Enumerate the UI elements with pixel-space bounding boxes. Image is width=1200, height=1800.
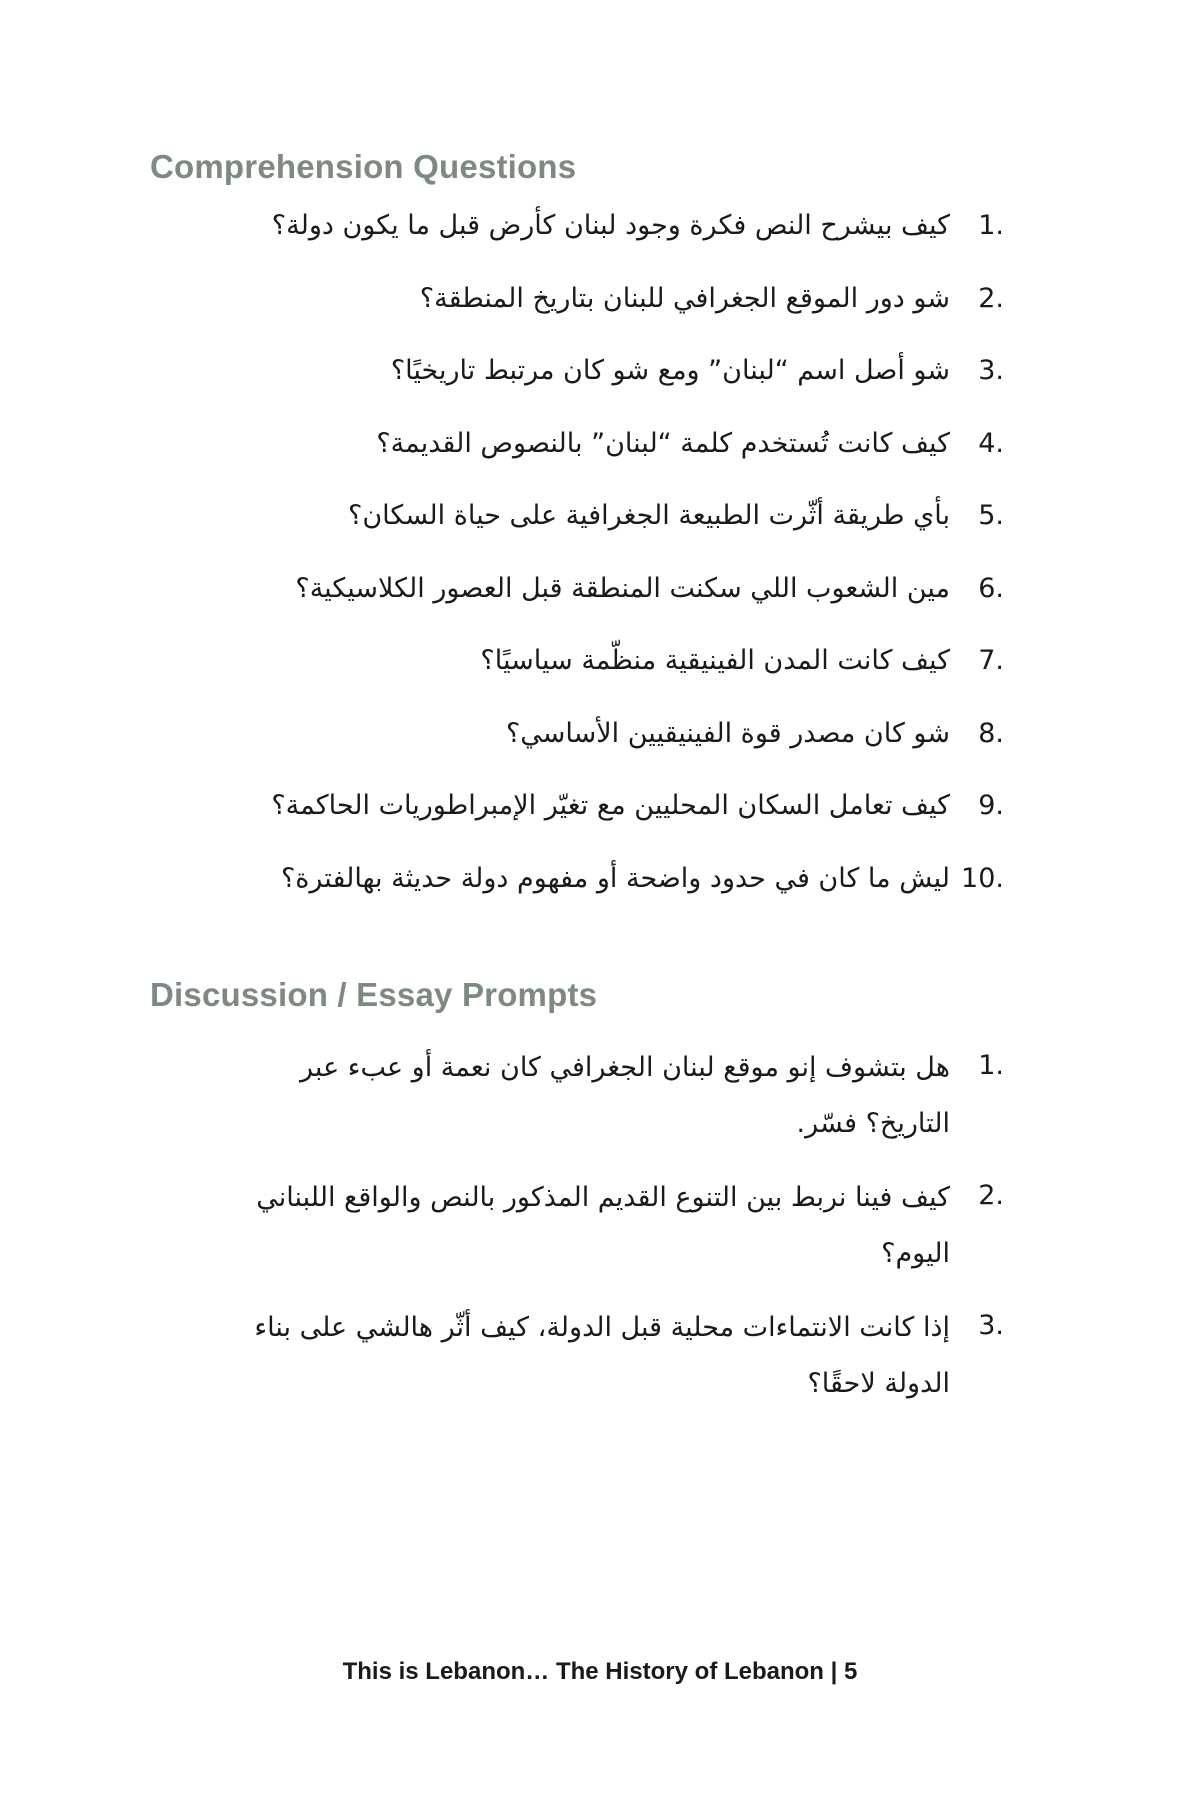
- prompt-number: 1.: [978, 1050, 1004, 1081]
- question-text: كيف كانت المدن الفينيقية منظّمة سياسيًا؟: [480, 645, 950, 676]
- question-number: 3.: [978, 355, 1004, 386]
- question-number: 7.: [978, 645, 1004, 676]
- discussion-prompt: [144, 1170, 1004, 1282]
- question-text: كيف بيشرح النص فكرة وجود لبنان كأرض قبل ما يكون دولة؟: [271, 210, 950, 241]
- prompt-number: 3.: [978, 1310, 1004, 1341]
- question-text: شو كان مصدر قوة الفينيقيين الأساسي؟: [505, 717, 950, 749]
- question-number: 2.: [978, 282, 1004, 314]
- comprehension-question: [144, 563, 1004, 636]
- question-text: شو أصل اسم “لبنان” ومع شو كان مرتبط تاريخيًا؟: [390, 355, 950, 386]
- question-text: ليش ما كان في حدود واضحة أو مفهوم دولة حديثة بهالفترة؟: [280, 862, 950, 894]
- prompt-number: 2.: [978, 1180, 1004, 1211]
- discussion-prompts-list: [144, 1040, 1004, 1430]
- comprehension-question: [144, 853, 1004, 926]
- prompt-text: كيف فينا نربط بين التنوع القديم المذكور بالنص والواقع اللبناني اليوم؟: [256, 1182, 950, 1269]
- comprehension-questions-heading: Comprehension Questions: [150, 148, 577, 185]
- question-number: 8.: [978, 717, 1004, 749]
- comprehension-question: [144, 780, 1004, 853]
- comprehension-question: [144, 635, 1004, 708]
- comprehension-question: [144, 490, 1004, 563]
- comprehension-question: [144, 345, 1004, 418]
- prompt-text: هل بتشوف إنو موقع لبنان الجغرافي كان نعمة أو عبء عبر التاريخ؟ فسّر.: [300, 1052, 950, 1139]
- comprehension-question: [144, 200, 1004, 273]
- comprehension-question: [144, 418, 1004, 491]
- question-text: شو دور الموقع الجغرافي للبنان بتاريخ المنطقة؟: [419, 282, 950, 314]
- question-text: كيف تعامل السكان المحليين مع تغيّر الإمبراطوريات الحاكمة؟: [271, 790, 950, 821]
- question-number: 5.: [978, 500, 1004, 531]
- question-text: كيف كانت تُستخدم كلمة “لبنان” بالنصوص القديمة؟: [376, 427, 950, 459]
- question-number: 6.: [978, 572, 1004, 604]
- discussion-prompts-heading: Discussion / Essay Prompts: [150, 976, 598, 1013]
- comprehension-question: [144, 708, 1004, 781]
- question-number: 10.: [961, 862, 1004, 894]
- page-footer: This is Lebanon… The History of Lebanon | 5: [342, 1658, 858, 1685]
- discussion-prompt: [144, 1040, 1004, 1152]
- question-number: 1.: [978, 210, 1004, 241]
- comprehension-questions-list: [144, 200, 1004, 925]
- question-number: 4.: [978, 427, 1004, 459]
- discussion-prompt: [144, 1300, 1004, 1412]
- question-text: مين الشعوب اللي سكنت المنطقة قبل العصور الكلاسيكية؟: [295, 572, 950, 604]
- prompt-text: إذا كانت الانتماءات محلية قبل الدولة، كيف أثّر هالشي على بناء الدولة لاحقًا؟: [254, 1312, 950, 1399]
- question-number: 9.: [978, 790, 1004, 821]
- comprehension-question: [144, 273, 1004, 346]
- question-text: بأي طريقة أثّرت الطبيعة الجغرافية على حياة السكان؟: [348, 500, 950, 531]
